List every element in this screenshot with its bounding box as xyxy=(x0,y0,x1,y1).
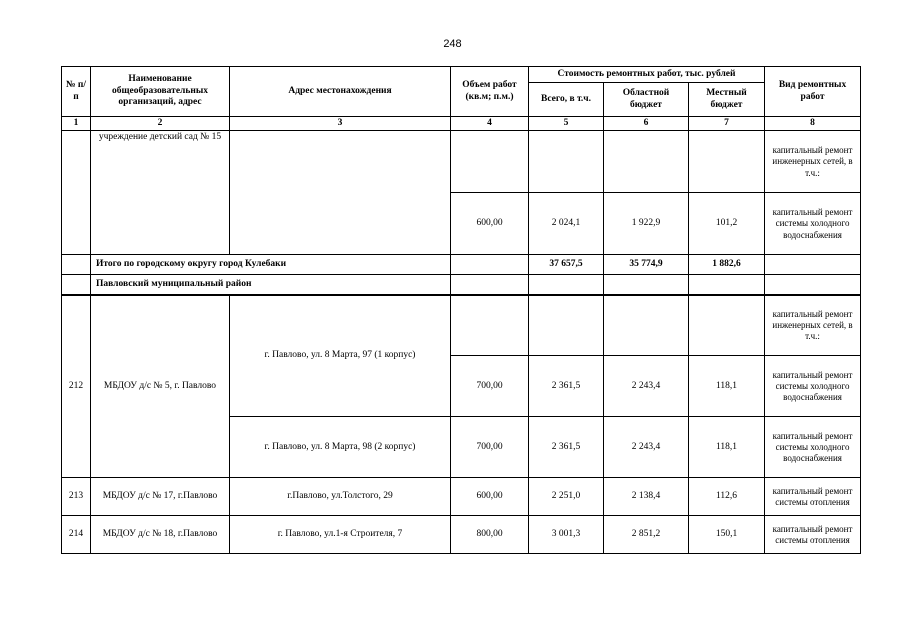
header-name: Наименование общеобразовательных организаций, адрес xyxy=(91,67,230,117)
kind-empty xyxy=(765,255,861,275)
address: г. Павлово, ул. 8 Марта, 98 (2 корпус) xyxy=(230,417,451,478)
row-number: 212 xyxy=(62,295,91,478)
regional-cost: 2 243,4 xyxy=(604,417,689,478)
total-cost: 2 361,5 xyxy=(529,356,604,417)
table-row xyxy=(62,131,861,193)
district-row xyxy=(62,275,861,295)
header-volume: Объем работ (кв.м; п.м.) xyxy=(451,67,529,117)
total-empty xyxy=(529,275,604,295)
regional-cost: 1 922,9 xyxy=(604,193,689,255)
repair-kind: капитальный ремонт системы отопления xyxy=(765,516,861,554)
repair-kind: капитальный ремонт инженерных сетей, в т.ч.: xyxy=(765,295,861,356)
repair-kind: капитальный ремонт системы холодного водоснабжения xyxy=(765,417,861,478)
subtotal-regional: 35 774,9 xyxy=(604,255,689,275)
regional-cost: 2 138,4 xyxy=(604,478,689,516)
header-regional: Областной бюджет xyxy=(604,83,689,117)
address-empty xyxy=(230,131,451,255)
table-row xyxy=(62,478,861,516)
total-empty xyxy=(529,131,604,193)
row-no-empty xyxy=(62,255,91,275)
page-number: 248 xyxy=(443,38,462,50)
row-no-empty xyxy=(62,131,91,255)
volume: 600,00 xyxy=(451,478,529,516)
address: г.Павлово, ул.Толстого, 29 xyxy=(230,478,451,516)
local-cost: 150,1 xyxy=(689,516,765,554)
column-number: 2 xyxy=(91,117,230,131)
table-row xyxy=(62,516,861,554)
local-empty xyxy=(689,275,765,295)
local-empty xyxy=(689,295,765,356)
total-cost: 3 001,3 xyxy=(529,516,604,554)
volume: 700,00 xyxy=(451,356,529,417)
local-empty xyxy=(689,131,765,193)
district-label: Павловский муниципальный район xyxy=(91,275,451,295)
volume: 700,00 xyxy=(451,417,529,478)
column-number: 4 xyxy=(451,117,529,131)
total-cost: 2 251,0 xyxy=(529,478,604,516)
volume-empty xyxy=(451,295,529,356)
repair-kind: капитальный ремонт инженерных сетей, в т.ч.: xyxy=(765,131,861,193)
row-no-empty xyxy=(62,275,91,295)
org-name: МБДОУ д/с № 5, г. Павлово xyxy=(91,295,230,478)
local-cost: 118,1 xyxy=(689,417,765,478)
header-no: № п/п xyxy=(62,67,91,117)
local-cost: 118,1 xyxy=(689,356,765,417)
header-total: Всего, в т.ч. xyxy=(529,83,604,117)
kind-empty xyxy=(765,275,861,295)
volume: 800,00 xyxy=(451,516,529,554)
column-number: 5 xyxy=(529,117,604,131)
total-cost: 2 361,5 xyxy=(529,417,604,478)
column-numbers-row xyxy=(62,117,861,131)
row-number: 214 xyxy=(62,516,91,554)
header-address: Адрес местонахождения xyxy=(230,67,451,117)
address: г. Павлово, ул.1-я Строителя, 7 xyxy=(230,516,451,554)
total-empty xyxy=(529,295,604,356)
column-number: 1 xyxy=(62,117,91,131)
org-name: учреждение детский сад № 15 xyxy=(91,131,230,255)
column-number: 7 xyxy=(689,117,765,131)
header-cost-group: Стоимость ремонтных работ, тыс. рублей xyxy=(529,67,765,83)
repair-kind: капитальный ремонт системы холодного водоснабжения xyxy=(765,356,861,417)
local-cost: 112,6 xyxy=(689,478,765,516)
column-number: 3 xyxy=(230,117,451,131)
regional-cost: 2 243,4 xyxy=(604,356,689,417)
header-local: Местный бюджет xyxy=(689,83,765,117)
subtotal-row xyxy=(62,255,861,275)
org-name: МБДОУ д/с № 18, г.Павлово xyxy=(91,516,230,554)
repair-kind: капитальный ремонт системы холодного водоснабжения xyxy=(765,193,861,255)
table-row xyxy=(62,295,861,356)
regional-empty xyxy=(604,131,689,193)
org-name: МБДОУ д/с № 17, г.Павлово xyxy=(91,478,230,516)
column-number: 6 xyxy=(604,117,689,131)
volume-empty xyxy=(451,255,529,275)
subtotal-total: 37 657,5 xyxy=(529,255,604,275)
local-cost: 101,2 xyxy=(689,193,765,255)
header-row xyxy=(62,67,861,83)
subtotal-label: Итого по городскому округу город Кулебаки xyxy=(91,255,451,275)
volume: 600,00 xyxy=(451,193,529,255)
regional-cost: 2 851,2 xyxy=(604,516,689,554)
subtotal-local: 1 882,6 xyxy=(689,255,765,275)
regional-empty xyxy=(604,275,689,295)
repair-kind: капитальный ремонт системы отопления xyxy=(765,478,861,516)
total-cost: 2 024,1 xyxy=(529,193,604,255)
address: г. Павлово, ул. 8 Марта, 97 (1 корпус) xyxy=(230,295,451,417)
column-number: 8 xyxy=(765,117,861,131)
volume-empty xyxy=(451,275,529,295)
volume-empty xyxy=(451,131,529,193)
row-number: 213 xyxy=(62,478,91,516)
regional-empty xyxy=(604,295,689,356)
header-kind: Вид ремонтных работ xyxy=(765,67,861,117)
repair-works-table xyxy=(61,66,861,554)
